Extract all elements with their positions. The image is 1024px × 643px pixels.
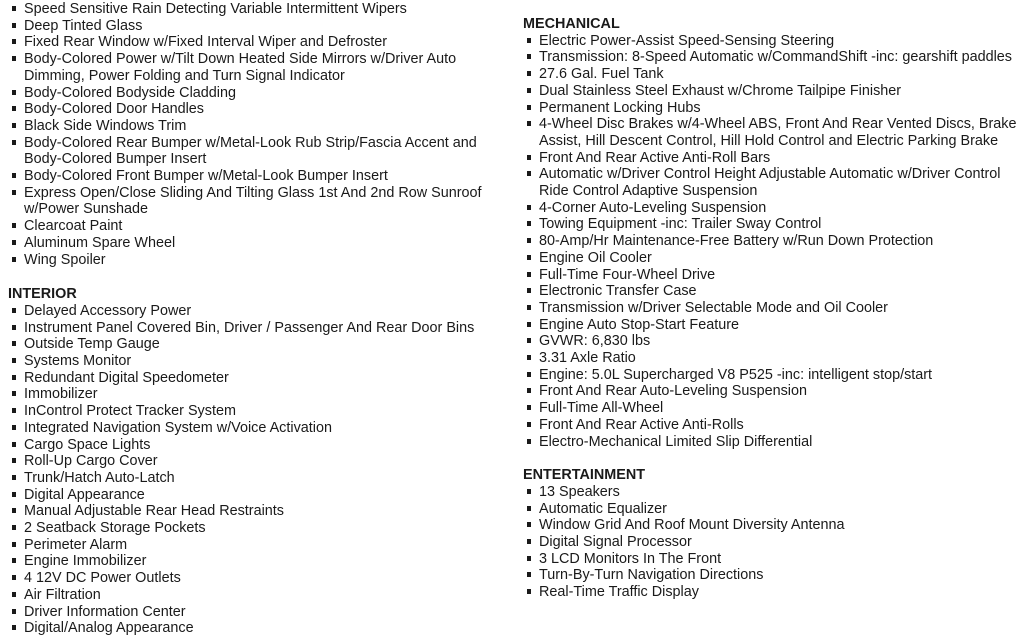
list-item: Delayed Accessory Power (8, 303, 508, 320)
mechanical-heading: MECHANICAL (523, 16, 620, 32)
list-item: Body-Colored Front Bumper w/Metal-Look Bumper Insert (8, 168, 508, 185)
list-item: 2 Seatback Storage Pockets (8, 520, 508, 537)
list-item: 80-Amp/Hr Maintenance-Free Battery w/Run Down Protection (523, 233, 1023, 250)
list-item: Permanent Locking Hubs (523, 100, 1023, 117)
list-item: Body-Colored Power w/Tilt Down Heated Side Mirrors w/Driver Auto Dimming, Power Folding and Turn Signal Indicator (8, 51, 508, 84)
section-spacer (523, 450, 1023, 467)
list-item: Automatic Equalizer (523, 501, 1023, 518)
list-item: Front And Rear Active Anti-Rolls (523, 417, 1023, 434)
list-item: Dual Stainless Steel Exhaust w/Chrome Tailpipe Finisher (523, 83, 1023, 100)
entertainment-list (523, 484, 1023, 601)
list-item: Express Open/Close Sliding And Tilting Glass 1st And 2nd Row Sunroof w/Power Sunshade (8, 185, 508, 218)
list-item: Front And Rear Active Anti-Roll Bars (523, 150, 1023, 167)
list-item: Transmission: 8-Speed Automatic w/CommandShift -inc: gearshift paddles (523, 49, 1023, 66)
list-item: InControl Protect Tracker System (8, 403, 508, 420)
section-spacer (523, 0, 1023, 16)
list-item: Systems Monitor (8, 353, 508, 370)
list-item: Speed Sensitive Rain Detecting Variable Intermittent Wipers (8, 1, 508, 18)
list-item: Digital/Analog Appearance (8, 620, 508, 637)
list-item: Integrated Navigation System w/Voice Activation (8, 420, 508, 437)
list-item: Wing Spoiler (8, 252, 508, 269)
entertainment-heading: ENTERTAINMENT (523, 467, 646, 484)
right-column (523, 0, 1023, 601)
list-item: Immobilizer (8, 386, 508, 403)
list-item: 27.6 Gal. Fuel Tank (523, 66, 1023, 83)
interior-heading: INTERIOR (8, 286, 77, 303)
list-item: Body-Colored Bodyside Cladding (8, 85, 508, 102)
list-item: Electric Power-Assist Speed-Sensing Steering (523, 33, 1023, 50)
list-item: Trunk/Hatch Auto-Latch (8, 470, 508, 487)
list-item: Body-Colored Door Handles (8, 101, 508, 118)
list-item: GVWR: 6,830 lbs (523, 333, 1023, 350)
exterior-list (8, 1, 508, 268)
list-item: Engine: 5.0L Supercharged V8 P525 -inc: intelligent stop/start (523, 367, 1023, 384)
list-item: 4-Corner Auto-Leveling Suspension (523, 200, 1023, 217)
list-item: 13 Speakers (523, 484, 1023, 501)
list-item: 3 LCD Monitors In The Front (523, 551, 1023, 568)
section-spacer (8, 268, 508, 286)
list-item: Fixed Rear Window w/Fixed Interval Wiper and Defroster (8, 34, 508, 51)
list-item: Digital Signal Processor (523, 534, 1023, 551)
list-item: 4 12V DC Power Outlets (8, 570, 508, 587)
list-item: Air Filtration (8, 587, 508, 604)
list-item: Black Side Windows Trim (8, 118, 508, 135)
list-item: Engine Auto Stop-Start Feature (523, 317, 1023, 334)
list-item: Electronic Transfer Case (523, 283, 1023, 300)
list-item: Cargo Space Lights (8, 437, 508, 454)
list-item: Manual Adjustable Rear Head Restraints (8, 503, 508, 520)
list-item: Driver Information Center (8, 604, 508, 621)
list-item: Deep Tinted Glass (8, 18, 508, 35)
list-item: 3.31 Axle Ratio (523, 350, 1023, 367)
list-item: Turn-By-Turn Navigation Directions (523, 567, 1023, 584)
list-item: Redundant Digital Speedometer (8, 370, 508, 387)
list-item: Full-Time All-Wheel (523, 400, 1023, 417)
list-item: Digital Appearance (8, 487, 508, 504)
left-column (8, 0, 508, 637)
list-item: Engine Oil Cooler (523, 250, 1023, 267)
list-item: 4-Wheel Disc Brakes w/4-Wheel ABS, Front And Rear Vented Discs, Brake Assist, Hill Descent Control, Hill Hold Control and Electric Parking Brake (523, 116, 1023, 149)
mechanical-list (523, 33, 1023, 451)
list-item: Electro-Mechanical Limited Slip Differential (523, 434, 1023, 451)
list-item: Perimeter Alarm (8, 537, 508, 554)
list-item: Body-Colored Rear Bumper w/Metal-Look Rub Strip/Fascia Accent and Body-Colored Bumper Insert (8, 135, 508, 168)
interior-list (8, 303, 508, 637)
list-item: Roll-Up Cargo Cover (8, 453, 508, 470)
list-item: Aluminum Spare Wheel (8, 235, 508, 252)
list-item: Real-Time Traffic Display (523, 584, 1023, 601)
list-item: Transmission w/Driver Selectable Mode and Oil Cooler (523, 300, 1023, 317)
list-item: Outside Temp Gauge (8, 336, 508, 353)
list-item: Window Grid And Roof Mount Diversity Antenna (523, 517, 1023, 534)
list-item: Automatic w/Driver Control Height Adjustable Automatic w/Driver Control Ride Control Adaptive Suspension (523, 166, 1023, 199)
list-item: Engine Immobilizer (8, 553, 508, 570)
list-item: Front And Rear Auto-Leveling Suspension (523, 383, 1023, 400)
list-item: Towing Equipment -inc: Trailer Sway Control (523, 216, 1023, 233)
list-item: Full-Time Four-Wheel Drive (523, 267, 1023, 284)
list-item: Instrument Panel Covered Bin, Driver / Passenger And Rear Door Bins (8, 320, 508, 337)
list-item: Clearcoat Paint (8, 218, 508, 235)
